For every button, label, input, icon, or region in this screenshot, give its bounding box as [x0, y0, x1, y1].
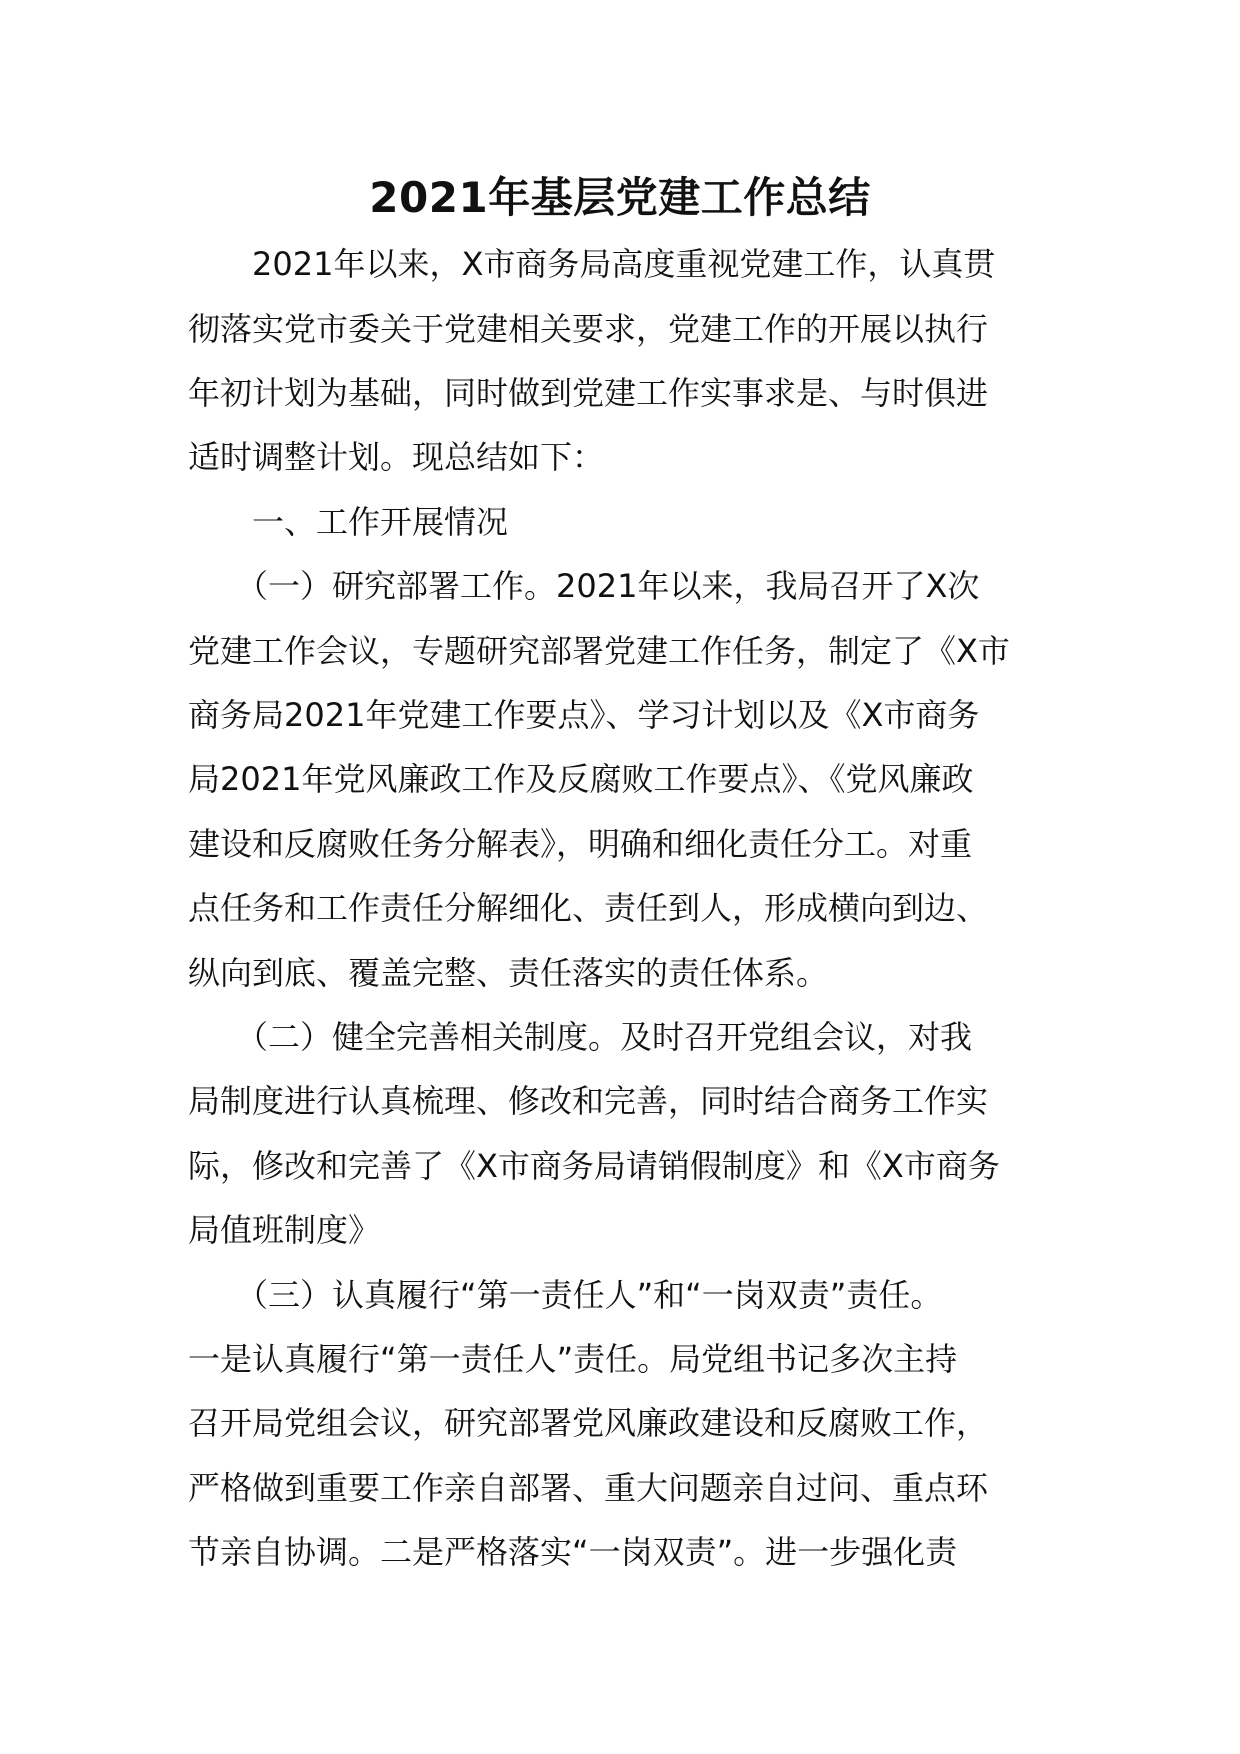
- body-line-16: 局值班制度》: [188, 1211, 381, 1249]
- body-line-1: 2021年以来，X市商务局高度重视党建工作，认真贯: [188, 245, 996, 283]
- body-line-13: （二）健全完善相关制度。及时召开党组会议，对我: [188, 1018, 973, 1056]
- body-line-17: （三）认真履行“第一责任人”和“一岗双责”责任。: [188, 1276, 943, 1314]
- document-title: 2021年基层党建工作总结: [369, 173, 871, 222]
- body-line-20: 严格做到重要工作亲自部署、重大问题亲自过问、重点环: [188, 1469, 989, 1507]
- body-line-7: 党建工作会议，专题研究部署党建工作任务，制定了《X市: [188, 632, 1010, 670]
- body-line-2: 彻落实党市委关于党建相关要求，党建工作的开展以执行: [188, 310, 989, 348]
- body-line-11: 点任务和工作责任分解细化、责任到人，形成横向到边、: [188, 889, 989, 927]
- body-line-4: 适时调整计划。现总结如下：: [188, 438, 605, 476]
- body-line-15: 际，修改和完善了《X市商务局请销假制度》和《X市商务: [188, 1147, 1000, 1185]
- body-line-9: 局2021年党风廉政工作及反腐败工作要点》、《党风廉政: [188, 760, 974, 798]
- body-line-14: 局制度进行认真梳理、修改和完善，同时结合商务工作实: [188, 1082, 989, 1120]
- body-line-10: 建设和反腐败任务分解表》，明确和细化责任分工。对重: [188, 825, 973, 863]
- body-line-3: 年初计划为基础，同时做到党建工作实事求是、与时俱进: [188, 374, 989, 412]
- body-line-6: （一）研究部署工作。2021年以来，我局召开了X次: [188, 567, 980, 605]
- section-heading-1: 一、工作开展情况: [188, 503, 509, 541]
- body-line-21: 节亲自协调。二是严格落实“一岗双责”。进一步强化责: [188, 1533, 958, 1571]
- body-line-12: 纵向到底、覆盖完整、责任落实的责任体系。: [188, 954, 829, 992]
- body-line-8: 商务局2021年党建工作要点》、学习计划以及《X市商务: [188, 696, 980, 734]
- body-line-18: 一是认真履行“第一责任人”责任。局党组书记多次主持: [188, 1340, 958, 1378]
- body-line-19: 召开局党组会议，研究部署党风廉政建设和反腐败工作，: [188, 1404, 989, 1442]
